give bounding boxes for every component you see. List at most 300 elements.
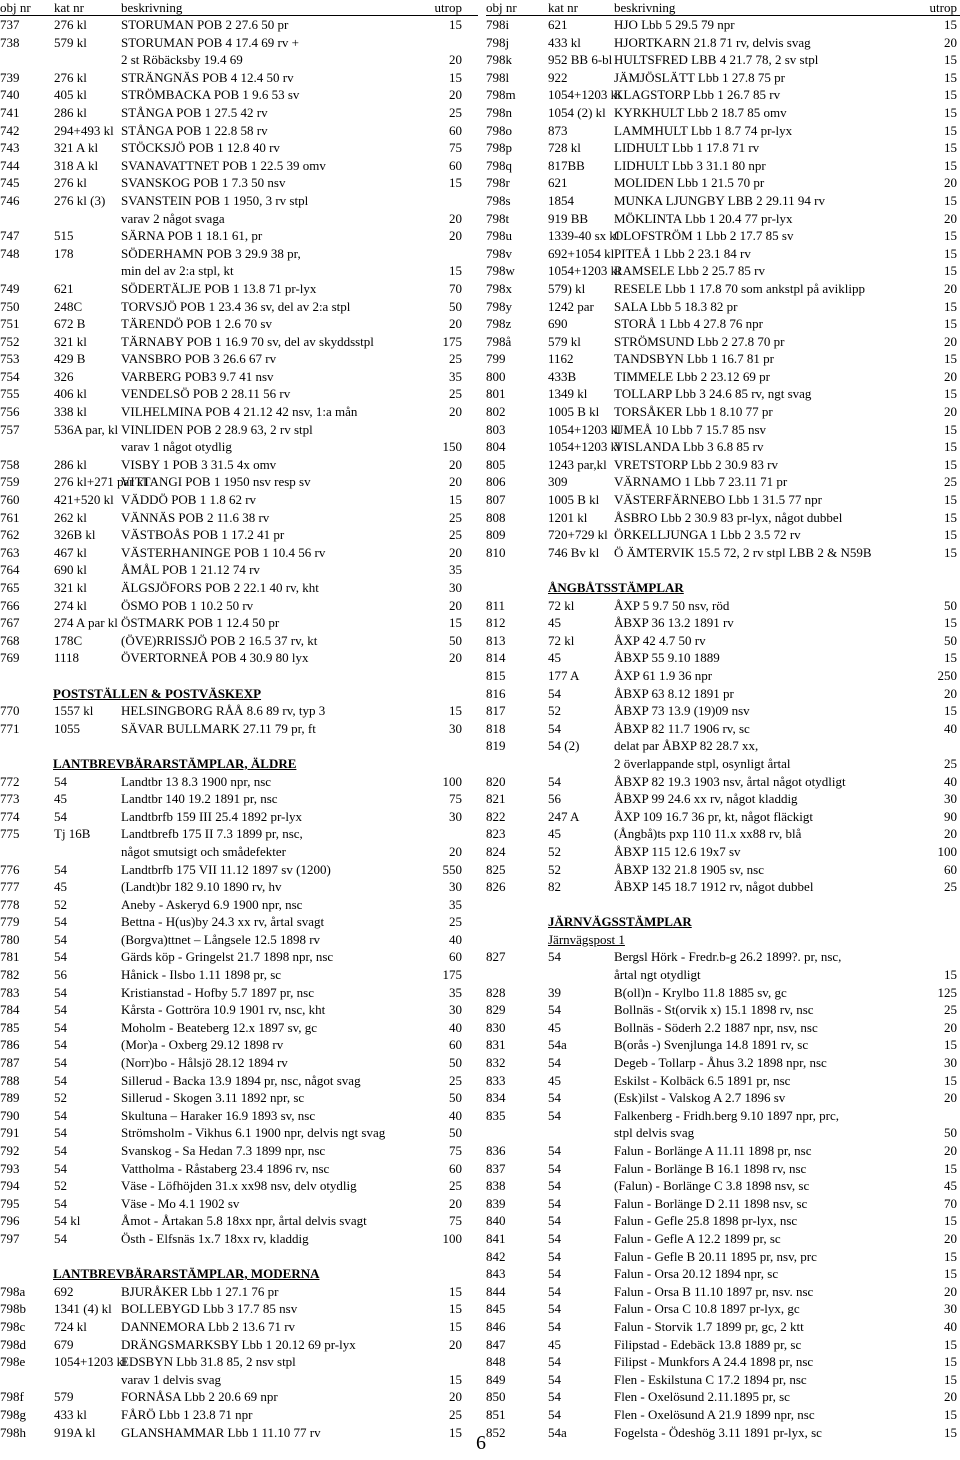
lot-row [486, 1406, 960, 1424]
catalog-number: 405 kl [54, 87, 87, 103]
lot-number: 821 [486, 791, 506, 807]
lot-row [486, 1001, 960, 1019]
lot-number: 798m [486, 87, 516, 103]
lot-number: 771 [0, 720, 20, 736]
catalog-number: 1243 par,kl [548, 456, 607, 472]
catalog-number: 294+493 kl [54, 122, 114, 138]
catalog-number: 579 kl [548, 333, 581, 349]
catalog-number: 54 [54, 1037, 67, 1053]
lot-row [486, 473, 960, 491]
catalog-number: 276 kl [54, 17, 87, 32]
catalog-number: 54a [548, 1424, 567, 1440]
catalog-number: 326B kl [54, 527, 96, 543]
catalog-number: 679 [54, 1336, 74, 1352]
lot-description: VÄDDÖ POB 1 1.8 62 rv [121, 492, 257, 508]
lot-row [0, 544, 478, 562]
catalog-number: 1349 kl [548, 386, 588, 402]
lot-description: ÅBXP 145 18.7 1912 rv, något dubbel [614, 879, 814, 895]
starting-price: 30 [449, 1002, 462, 1018]
starting-price: 15 [944, 439, 957, 455]
lot-number: 798c [0, 1318, 26, 1334]
catalog-number: 54 [548, 1318, 561, 1334]
catalog-number: 45 [54, 791, 67, 807]
lot-number: 758 [0, 456, 20, 472]
catalog-number: 515 [54, 228, 74, 244]
spacer [486, 561, 960, 579]
starting-price: 60 [449, 1037, 462, 1053]
lot-description: B(oll)n - Krylbo 11.8 1885 sv, gc [614, 984, 787, 1000]
lot-number: 737 [0, 17, 20, 32]
catalog-number: 952 BB 6-bl [548, 52, 613, 68]
lot-description: TORVSJÖ POB 1 23.4 36 sv, del av 2:a stpl [121, 298, 351, 314]
lot-row [0, 1054, 478, 1072]
lot-description: Landtbr 13 8.3 1900 npr, nsc [121, 773, 272, 789]
lot-description: VÄSTBOÅS POB 1 17.2 41 pr [121, 527, 285, 543]
starting-price: 20 [449, 843, 462, 859]
lot-row [486, 1195, 960, 1213]
catalog-number: 177 A [548, 667, 580, 683]
lot-number: 788 [0, 1072, 20, 1088]
lot-number: 798s [486, 192, 511, 208]
starting-price: 150 [442, 439, 462, 455]
lot-row [0, 473, 478, 491]
catalog-number: 621 [548, 17, 568, 32]
lot-number: 820 [486, 773, 506, 789]
starting-price: 15 [944, 1424, 957, 1440]
lot-description: Hånick - Ilsbo 1.11 1898 pr, sc [121, 967, 282, 983]
starting-price: 15 [449, 1301, 462, 1317]
lot-number: 754 [0, 368, 20, 384]
starting-price: 100 [442, 773, 462, 789]
lot-number: 779 [0, 914, 20, 930]
lot-description: HULTSFRED LBB 4 21.7 78, 2 sv stpl [614, 52, 819, 68]
starting-price: 25 [449, 1072, 462, 1088]
lot-row [0, 1212, 478, 1230]
section-heading: JÄRNVÄGSSTÄMPLAR [548, 914, 692, 930]
starting-price: 15 [944, 509, 957, 525]
lot-description: Aneby - Askeryd 6.9 1900 npr, nsc [121, 896, 303, 912]
starting-price: 25 [449, 104, 462, 120]
lot-row [0, 808, 478, 826]
lot-row [0, 491, 478, 509]
starting-price: 20 [449, 597, 462, 613]
lot-number: 777 [0, 879, 20, 895]
lot-row [0, 456, 478, 474]
lot-number: 798q [486, 157, 512, 173]
starting-price: 30 [449, 580, 462, 595]
lot-row [0, 51, 478, 69]
lot-row [0, 861, 478, 879]
lot-number: 770 [0, 703, 20, 719]
lot-row [486, 509, 960, 527]
lot-number: 789 [0, 1090, 20, 1106]
lot-row [0, 157, 478, 175]
lot-number: 759 [0, 474, 20, 490]
lot-row [0, 509, 478, 527]
starting-price: 75 [449, 791, 462, 807]
lot-description: LAMMHULT Lbb 1 8.7 74 pr-lyx [614, 122, 793, 138]
lot-description: (Landt)br 182 9.10 1890 rv, hv [121, 879, 282, 895]
starting-price: 15 [944, 492, 957, 508]
lot-description: BOLLEBYGD Lbb 3 17.7 85 nsv [121, 1301, 298, 1317]
starting-price: 15 [944, 122, 957, 138]
starting-price: 60 [449, 949, 462, 965]
starting-price: 20 [449, 316, 462, 332]
lot-row [486, 861, 960, 879]
lot-number: 798x [486, 280, 512, 296]
lot-number: 798t [486, 210, 510, 226]
catalog-number: 922 [548, 69, 568, 85]
lot-description: HJORTKARN 21.8 71 rv, delvis svag [614, 34, 811, 50]
lot-number: 756 [0, 404, 20, 420]
starting-price: 50 [944, 632, 957, 648]
catalog-number: 54 [54, 773, 67, 789]
lot-number: 801 [486, 386, 506, 402]
lot-row [486, 157, 960, 175]
catalog-number: 321 kl [54, 333, 87, 349]
catalog-number: 54 [548, 1371, 561, 1387]
lot-number: 795 [0, 1195, 20, 1211]
lot-description: SÄRNA POB 1 18.1 61, pr [121, 228, 263, 244]
lot-number: 844 [486, 1283, 506, 1299]
starting-price: 15 [449, 175, 462, 191]
catalog-number: 54 [54, 914, 67, 930]
lot-description: KLAGSTORP Lbb 1 26.7 85 rv [614, 87, 781, 103]
lot-number: 818 [486, 720, 506, 736]
lot-number: 829 [486, 1002, 506, 1018]
lot-description: Falkenberg - Fridh.berg 9.10 1897 npr, prc, [614, 1107, 840, 1123]
starting-price: 20 [944, 210, 957, 226]
starting-price: 250 [937, 667, 957, 683]
catalog-number: 1005 B kl [548, 492, 600, 508]
lot-row [0, 878, 478, 896]
catalog-number: 1854 [548, 192, 574, 208]
lot-number: 798h [0, 1424, 26, 1440]
lot-description: HJO Lbb 5 29.5 79 npr [614, 17, 735, 32]
lot-row [486, 843, 960, 861]
lot-row [486, 825, 960, 843]
page-number: 6 [476, 1432, 486, 1454]
lot-description: Falun - Gefle B 20.11 1895 pr, nsv, prc [614, 1248, 817, 1264]
starting-price: 20 [449, 1336, 462, 1352]
starting-price: 15 [944, 351, 957, 367]
lot-number: 784 [0, 1002, 20, 1018]
lot-description: Falun - Borlänge D 2.11 1898 nsv, sc [614, 1195, 808, 1211]
starting-price: 15 [944, 228, 957, 244]
starting-price: 30 [944, 1301, 957, 1317]
lot-row [486, 245, 960, 263]
catalog-number: 1557 kl [54, 703, 94, 719]
catalog-number: 321 kl [54, 580, 87, 595]
lot-row [486, 1142, 960, 1160]
starting-price: 15 [944, 544, 957, 560]
lot-description: Gärds köp - Gringelst 21.7 1898 npr, nsc [121, 949, 334, 965]
starting-price: 15 [944, 1354, 957, 1370]
lot-description: STORÅ 1 Lbb 4 27.8 76 npr [614, 316, 763, 332]
lot-row [486, 1336, 960, 1354]
lot-description: GLANSHAMMAR Lbb 1 11.10 77 rv [121, 1424, 321, 1440]
lot-description: (Ångbå)ts pxp 110 11.x xx88 rv, blå [614, 826, 802, 842]
starting-price: 15 [944, 650, 957, 666]
header-beskrivning: beskrivning [614, 0, 676, 15]
catalog-number: 54 [548, 720, 561, 736]
lot-row [0, 333, 478, 351]
starting-price: 20 [944, 685, 957, 701]
catalog-number: 54 [54, 949, 67, 965]
lot-number: 798p [486, 140, 512, 156]
lot-description: delat par ÅBXP 82 28.7 xx, [614, 738, 759, 754]
lot-number: 798k [486, 52, 512, 68]
lot-row [486, 1283, 960, 1301]
lot-number: 748 [0, 245, 20, 261]
lot-description: ÅBXP 82 19.3 1903 nsv, årtal något otydligt [614, 773, 846, 789]
lot-description: DRÄNGSMARKSBY Lbb 1 20.12 69 pr-lyx [121, 1336, 356, 1352]
lot-number: 798a [0, 1283, 26, 1299]
starting-price: 15 [449, 69, 462, 85]
catalog-number: 54 [548, 1090, 561, 1106]
starting-price: 30 [449, 720, 462, 736]
starting-price: 15 [944, 52, 957, 68]
starting-price: 90 [944, 808, 957, 824]
lot-description: ÅBXP 82 11.7 1906 rv, sc [614, 720, 750, 736]
catalog-number: 692 [54, 1283, 74, 1299]
lot-row [0, 368, 478, 386]
starting-price: 20 [449, 87, 462, 103]
lot-row [486, 298, 960, 316]
lot-description: ÖSMO POB 1 10.2 50 rv [121, 597, 254, 613]
lot-number: 827 [486, 949, 506, 965]
lot-description: VISLANDA Lbb 3 6.8 85 rv [614, 439, 764, 455]
catalog-number: 690 kl [54, 562, 87, 578]
lot-description: VISBY 1 POB 3 31.5 4x omv [121, 456, 277, 472]
starting-price: 15 [449, 492, 462, 508]
lot-row [486, 350, 960, 368]
lot-description: RAMSELE Lbb 2 25.7 85 rv [614, 263, 765, 279]
catalog-number: 746 Bv kl [548, 544, 600, 560]
catalog-number: 54 [54, 1160, 67, 1176]
catalog-number: 579 [54, 1389, 74, 1405]
lot-number: 841 [486, 1230, 506, 1246]
header-utrop: utrop [434, 0, 462, 15]
lot-row [486, 1177, 960, 1195]
lot-number: 809 [486, 527, 506, 543]
lot-row [0, 139, 478, 157]
catalog-number: 45 [548, 1336, 561, 1352]
catalog-number: 54 [548, 1266, 561, 1282]
starting-price: 25 [449, 1178, 462, 1194]
lot-description: (Norr)bo - Hålsjö 28.12 1894 rv [121, 1055, 288, 1071]
starting-price: 30 [449, 879, 462, 895]
catalog-number: 429 B [54, 351, 86, 367]
lot-number: 753 [0, 351, 20, 367]
lot-description: varav 2 något svaga [121, 210, 225, 226]
lot-row [486, 1054, 960, 1072]
lot-row [486, 1107, 960, 1125]
starting-price: 15 [944, 615, 957, 631]
lot-number: 812 [486, 615, 506, 631]
lot-description: TANDSBYN Lbb 1 16.7 81 pr [614, 351, 775, 367]
lot-number: 751 [0, 316, 20, 332]
lot-row [0, 1424, 478, 1442]
lot-number: 828 [486, 984, 506, 1000]
lot-number: 783 [0, 984, 20, 1000]
catalog-number: 52 [548, 861, 561, 877]
catalog-number: 54 [548, 685, 561, 701]
lot-row [0, 1230, 478, 1248]
catalog-number: 1005 B kl [548, 404, 600, 420]
lot-description: TÄRNABY POB 1 16.9 70 sv, del av skyddsstpl [121, 333, 374, 349]
catalog-number: 276 kl [54, 175, 87, 191]
lot-description: ÅMÅL POB 1 21.12 74 rv [121, 562, 260, 578]
lot-row [0, 984, 478, 1002]
starting-price: 20 [944, 175, 957, 191]
lot-description: STORUMAN POB 4 17.4 69 rv + [121, 34, 299, 50]
catalog-number: 54 [548, 1389, 561, 1405]
starting-price: 15 [944, 1160, 957, 1176]
lot-description: KYRKHULT Lbb 2 18.7 85 omv [614, 104, 787, 120]
lot-row [486, 262, 960, 280]
starting-price: 15 [944, 17, 957, 32]
starting-price: 25 [944, 474, 957, 490]
lot-number: 808 [486, 509, 506, 525]
lot-row [0, 790, 478, 808]
catalog-number: 54 [54, 1019, 67, 1035]
catalog-number: 672 B [54, 316, 86, 332]
lot-row [486, 69, 960, 87]
starting-price: 15 [449, 615, 462, 631]
lot-description: EDSBYN Lbb 31.8 85, 2 nsv stpl [121, 1354, 296, 1370]
lot-number: 752 [0, 333, 20, 349]
lot-number: 798u [486, 228, 512, 244]
lot-number: 834 [486, 1090, 506, 1106]
starting-price: 25 [449, 509, 462, 525]
lot-description: VARBERG POB3 9.7 41 nsv [121, 368, 274, 384]
starting-price: 40 [449, 1107, 462, 1123]
spacer [0, 667, 478, 685]
lot-description: (Falun) - Borlänge C 3.8 1898 nsv, sc [614, 1178, 810, 1194]
lot-description: MUNKA LJUNGBY LBB 2 29.11 94 rv [614, 192, 826, 208]
starting-price: 20 [944, 1019, 957, 1035]
catalog-number: 274 A par kl [54, 615, 118, 631]
starting-price: 60 [449, 1160, 462, 1176]
lot-description: Bollnäs - St(orvik x) 15.1 1898 rv, nsc [614, 1002, 814, 1018]
lot-number: 769 [0, 650, 20, 666]
lot-description: SVANAVATTNET POB 1 22.5 39 omv [121, 157, 326, 173]
right-column [486, 0, 960, 1441]
starting-price: 15 [944, 1213, 957, 1229]
starting-price: 20 [449, 404, 462, 420]
lot-number: 798å [486, 333, 512, 349]
lot-row [486, 1036, 960, 1054]
starting-price: 75 [449, 1143, 462, 1158]
lot-row [486, 333, 960, 351]
left-lot-list [0, 16, 478, 1441]
catalog-number: 276 kl+271 par kl [54, 474, 147, 490]
lot-row [0, 773, 478, 791]
starting-price: 40 [449, 931, 462, 947]
lot-number: 798y [486, 298, 512, 314]
catalog-number: 54 [548, 1195, 561, 1211]
catalog-number: 579) kl [548, 280, 586, 296]
lot-number: 832 [486, 1055, 506, 1071]
lot-number: 831 [486, 1037, 506, 1053]
lot-description: TOLLARP Lbb 3 24.6 85 rv, ngt svag [614, 386, 812, 402]
lot-description: Svanskog - Sa Hedan 7.3 1899 npr, nsc [121, 1143, 326, 1158]
catalog-number: 54 [54, 808, 67, 824]
starting-price: 75 [449, 1213, 462, 1229]
lot-description: Flen - Eskilstuna C 17.2 1894 pr, nsc [614, 1371, 807, 1387]
header-kat-nr: kat nr [548, 0, 578, 15]
lot-row [486, 1019, 960, 1037]
lot-row [0, 1336, 478, 1354]
header-obj-nr: obj nr [0, 0, 31, 15]
starting-price: 50 [449, 1090, 462, 1106]
starting-price: 30 [944, 1055, 957, 1071]
lot-row [0, 931, 478, 949]
catalog-number: 54 [54, 1055, 67, 1071]
lot-description: Falun - Borlänge A 11.11 1898 pr, nsc [614, 1143, 812, 1158]
catalog-number: 54 [548, 1002, 561, 1018]
lot-description: TORSÅKER Lbb 1 8.10 77 pr [614, 404, 773, 420]
catalog-number: 56 [54, 967, 67, 983]
starting-price: 15 [449, 263, 462, 279]
lot-description: (Borgva)ttnet – Långsele 12.5 1898 rv [121, 931, 321, 947]
catalog-number: 45 [548, 1072, 561, 1088]
catalog-number: 1341 (4) kl [54, 1301, 112, 1317]
lot-description: något smutsigt och smådefekter [121, 843, 286, 859]
lot-description: HELSINGBORG RÅÅ 8.6 89 rv, typ 3 [121, 703, 326, 719]
lot-number: 749 [0, 280, 20, 296]
starting-price: 550 [442, 861, 462, 877]
lot-number: 839 [486, 1195, 506, 1211]
starting-price: 15 [944, 104, 957, 120]
catalog-number: 54 [548, 1301, 561, 1317]
lot-row [0, 315, 478, 333]
lot-number: 767 [0, 615, 20, 631]
lot-number: 845 [486, 1301, 506, 1317]
lot-description: ÅBXP 99 24.6 xx rv, något kladdig [614, 791, 798, 807]
catalog-number: 276 kl [54, 69, 87, 85]
lot-row [0, 1406, 478, 1424]
lot-description: VÄSTERFÄRNEBO Lbb 1 31.5 77 npr [614, 492, 823, 508]
starting-price: 25 [449, 1406, 462, 1422]
lot-description: (Mor)a - Oxberg 29.12 1898 rv [121, 1037, 284, 1053]
catalog-number: 1054+1203 kl [54, 1354, 127, 1370]
lot-description: Strömsholm - Vikhus 6.1 1900 npr, delvis ngt svag [121, 1125, 386, 1141]
catalog-number: 54 kl [54, 1213, 81, 1229]
lot-row [486, 1424, 960, 1442]
lot-number: 778 [0, 896, 20, 912]
starting-price: 100 [442, 1230, 462, 1246]
catalog-number: 82 [548, 879, 561, 895]
lot-number: 816 [486, 685, 506, 701]
catalog-number: 274 kl [54, 597, 87, 613]
catalog-number: 54 [548, 1143, 561, 1158]
lot-description: STORUMAN POB 2 27.6 50 pr [121, 17, 289, 32]
lot-number: 824 [486, 843, 506, 859]
lot-number: 745 [0, 175, 20, 191]
lot-number: 798g [0, 1406, 26, 1422]
lot-number: 798l [486, 69, 510, 85]
lot-description: Flen - Oxelösund A 21.9 1899 npr, nsc [614, 1406, 815, 1422]
lot-number: 747 [0, 228, 20, 244]
starting-price: 35 [449, 896, 462, 912]
lot-row [0, 1019, 478, 1037]
catalog-number: 873 [548, 122, 568, 138]
lot-number: 768 [0, 632, 20, 648]
lot-row [0, 350, 478, 368]
starting-price: 60 [944, 861, 957, 877]
